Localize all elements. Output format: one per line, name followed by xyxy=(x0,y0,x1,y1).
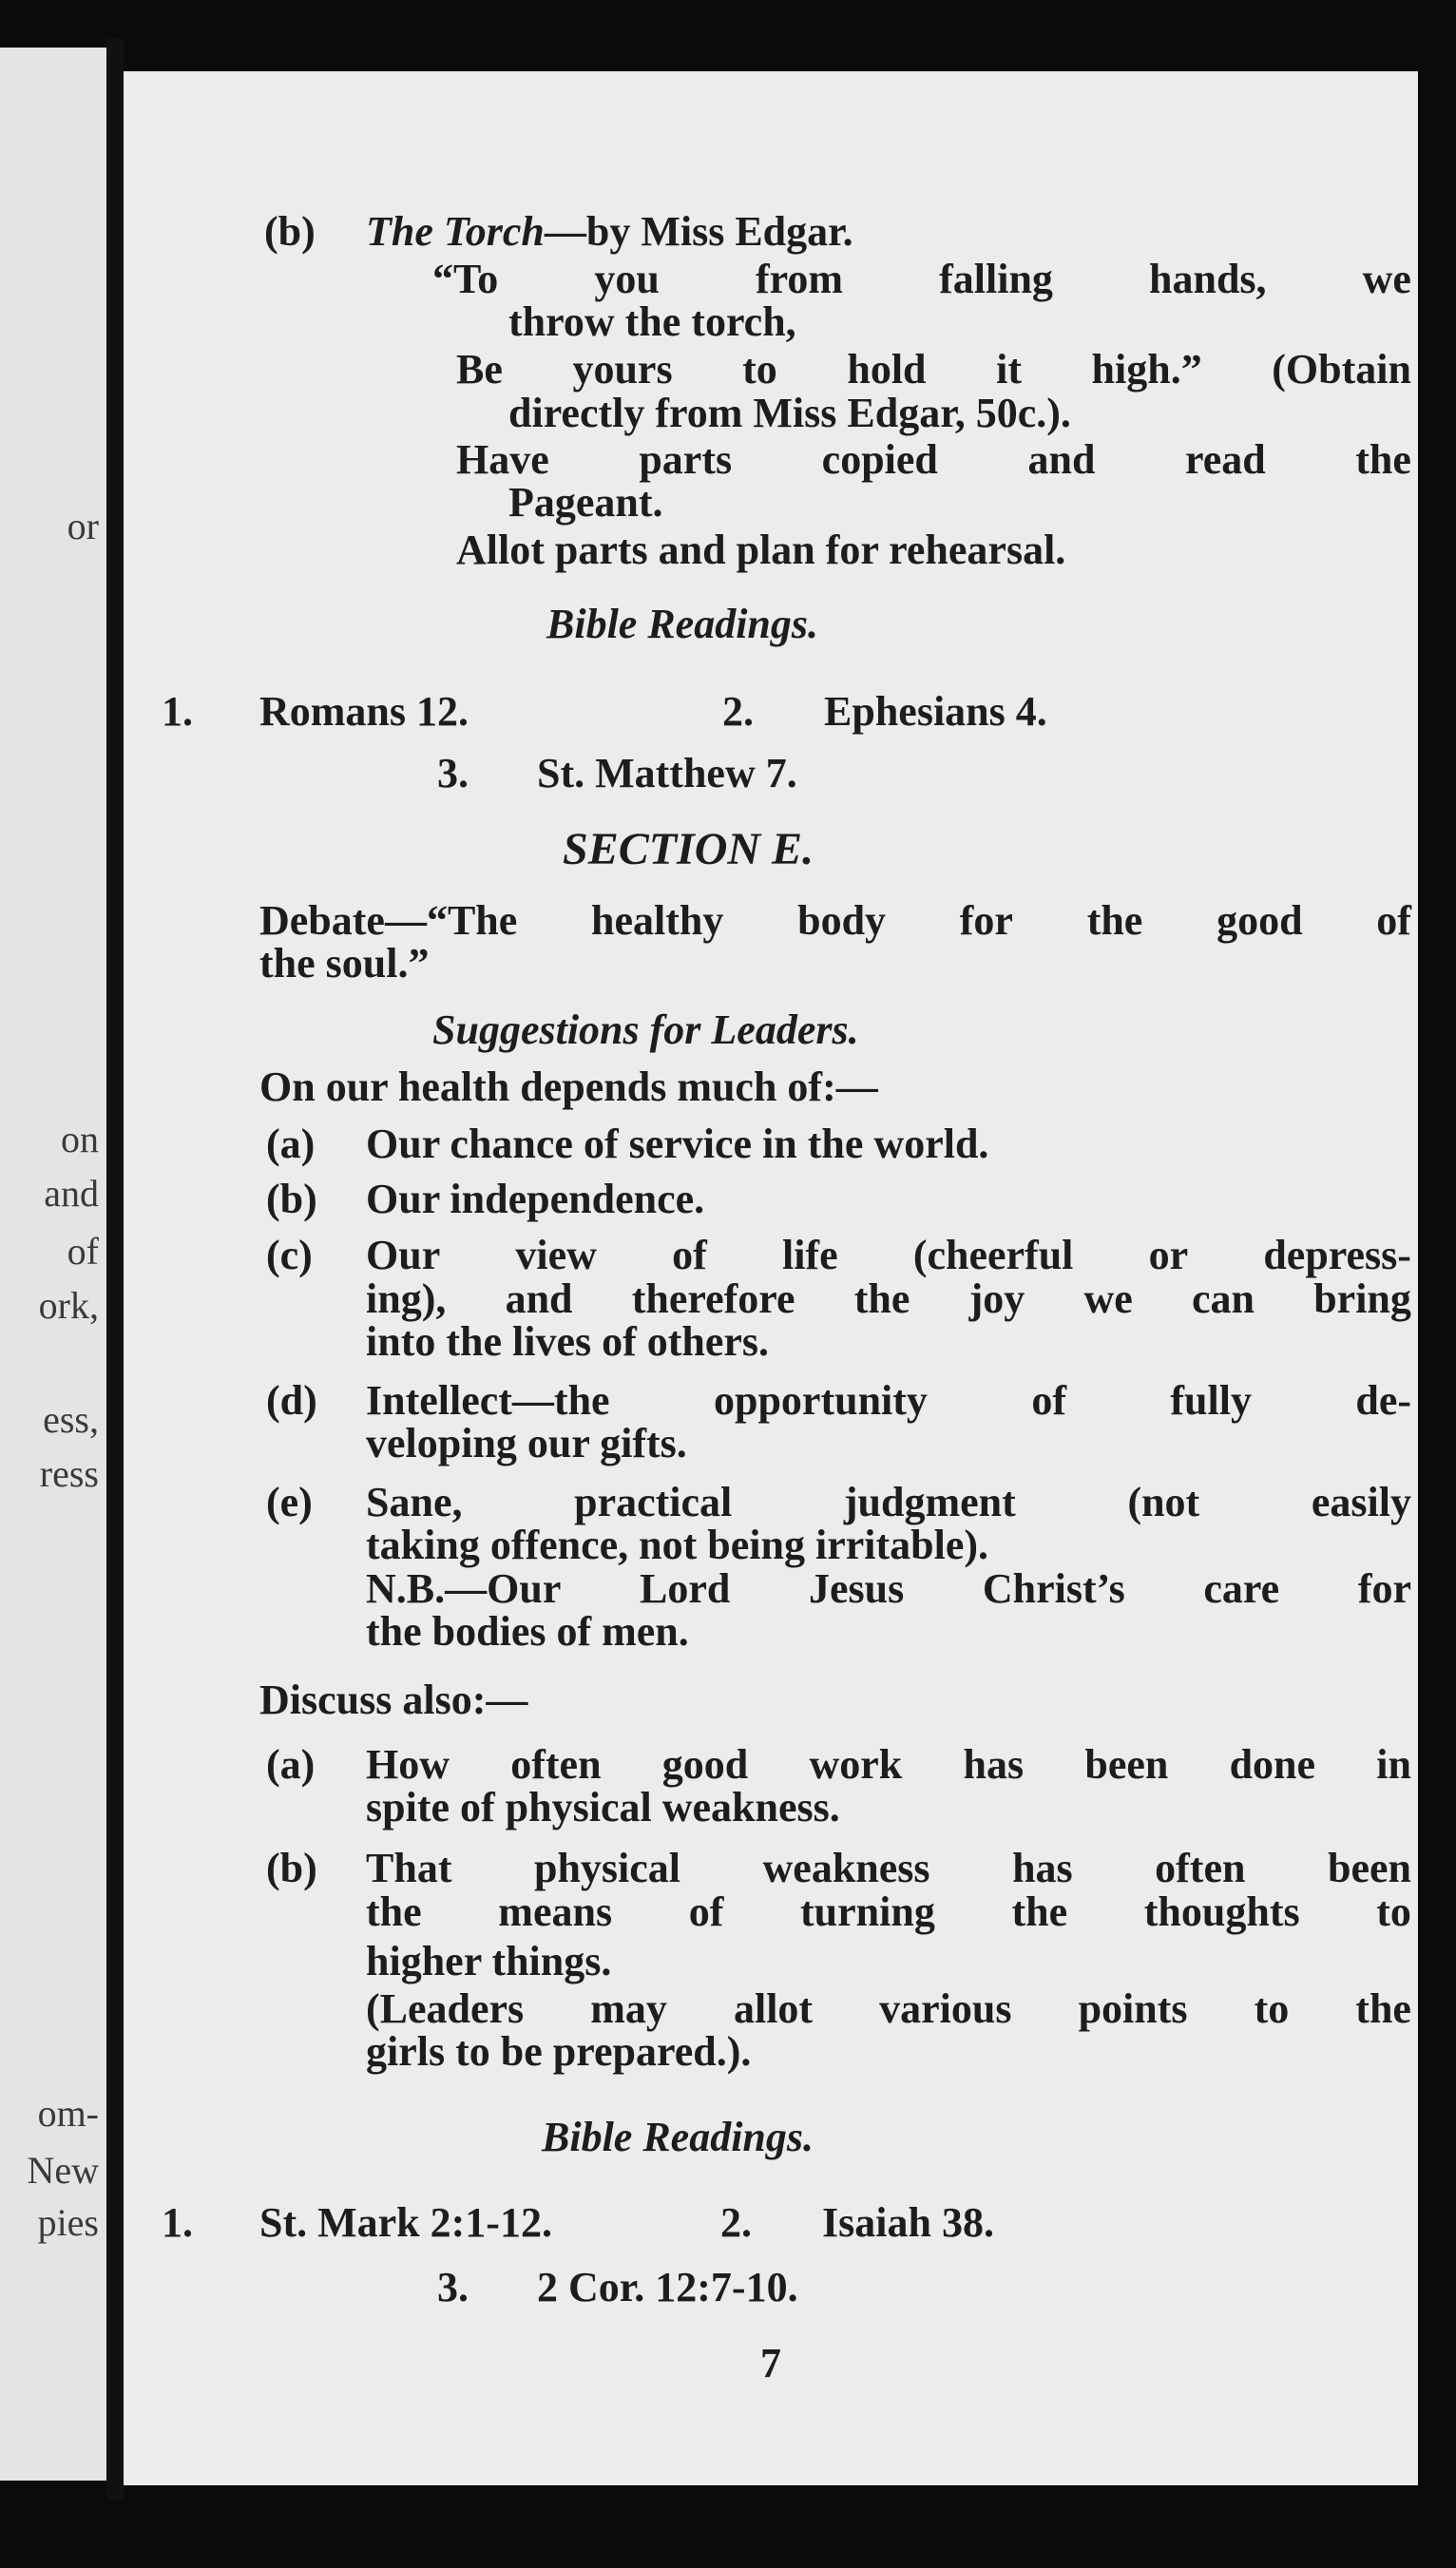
facing-page-fragment: of xyxy=(67,1230,99,1273)
word: Jesus xyxy=(808,1565,905,1612)
word: thoughts xyxy=(1143,1888,1300,1935)
page-number: 7 xyxy=(760,2340,781,2386)
item-line xyxy=(366,1986,1411,2032)
item-line: the bodies of men. xyxy=(366,1608,689,1655)
word: fully xyxy=(1170,1377,1252,1424)
word: often xyxy=(510,1741,602,1788)
reading-number: 2. xyxy=(720,2199,752,2246)
word: turning xyxy=(800,1888,935,1935)
intro-line: On our health depends much of:— xyxy=(259,1064,878,1110)
word: to xyxy=(1376,1888,1411,1935)
word: high.” xyxy=(1091,346,1202,393)
word: weakness xyxy=(762,1845,930,1891)
word: from xyxy=(755,256,844,302)
word: has xyxy=(963,1741,1025,1788)
instruction-line: Allot parts and plan for rehearsal. xyxy=(456,527,1066,573)
facing-page-fragment: New xyxy=(27,2149,99,2192)
facing-page-fragment: ork, xyxy=(38,1284,99,1327)
facing-page-fragment: pies xyxy=(37,2201,99,2244)
reading-ref: St. Matthew 7. xyxy=(537,750,797,796)
word: or xyxy=(1148,1232,1189,1278)
item-marker: (b) xyxy=(266,1176,317,1222)
word: for xyxy=(959,897,1013,944)
suggestions-heading: Suggestions for Leaders. xyxy=(432,1006,859,1053)
item-line: higher things. xyxy=(366,1938,612,1984)
item-line: Our independence. xyxy=(366,1176,705,1222)
word: (Obtain xyxy=(1272,346,1411,393)
word: to xyxy=(1254,1985,1290,2032)
word: of xyxy=(1376,897,1411,944)
word: allot xyxy=(733,1985,814,2032)
word: yours xyxy=(572,346,673,393)
word: of xyxy=(688,1888,724,1935)
item-marker: (b) xyxy=(266,1845,317,1891)
word: can xyxy=(1192,1275,1255,1322)
word: care xyxy=(1203,1565,1280,1612)
torch-author: —by Miss Edgar. xyxy=(544,208,853,255)
item-line: Our chance of service in the world. xyxy=(366,1121,989,1167)
word: of xyxy=(672,1232,707,1278)
word: (not xyxy=(1127,1479,1200,1525)
word: we xyxy=(1362,256,1411,302)
reading-ref: 2 Cor. 12:7-10. xyxy=(537,2264,798,2310)
section-heading: SECTION E. xyxy=(563,824,814,874)
word: we xyxy=(1083,1275,1133,1322)
item-line xyxy=(366,1742,1411,1788)
item-line: taking offence, not being irritable). xyxy=(366,1522,989,1568)
item-marker: (d) xyxy=(266,1377,317,1424)
word: “To xyxy=(432,256,499,302)
item-line xyxy=(366,1480,1411,1525)
word: physical xyxy=(533,1845,681,1891)
word: opportunity xyxy=(713,1377,928,1424)
word: Christ’s xyxy=(982,1565,1125,1612)
book-page xyxy=(124,71,1418,2485)
facing-page-edge xyxy=(0,48,106,2481)
bible-readings-heading: Bible Readings. xyxy=(542,2114,814,2160)
word: joy xyxy=(968,1275,1025,1322)
word: it xyxy=(996,346,1022,393)
item-marker: (c) xyxy=(266,1232,313,1278)
torch-quote-line xyxy=(456,347,1411,393)
item-line xyxy=(366,1233,1411,1278)
word: life xyxy=(781,1232,838,1278)
item-line xyxy=(366,1276,1411,1322)
torch-quote-line: directly from Miss Edgar, 50c.). xyxy=(508,390,1071,436)
item-line: into the lives of others. xyxy=(366,1318,770,1365)
word: the xyxy=(1086,897,1143,944)
item-line xyxy=(366,1566,1411,1612)
word: the xyxy=(1355,436,1411,483)
debate-line xyxy=(259,898,1411,944)
word: therefore xyxy=(631,1275,795,1322)
word: the xyxy=(1355,1985,1411,2032)
facing-page-fragment: on xyxy=(61,1118,99,1160)
reading-number: 1. xyxy=(162,688,193,735)
word: read xyxy=(1184,436,1266,483)
word: good xyxy=(1217,897,1303,944)
item-line: spite of physical weakness. xyxy=(366,1784,840,1830)
facing-page-fragment: or xyxy=(67,505,99,547)
word: How xyxy=(366,1741,450,1788)
torch-quote-line xyxy=(432,257,1411,302)
word: may xyxy=(590,1985,667,2032)
item-marker: (a) xyxy=(266,1741,316,1788)
reading-number: 2. xyxy=(722,688,754,735)
item-marker: (b) xyxy=(264,208,316,255)
word: work xyxy=(809,1741,903,1788)
word: That xyxy=(366,1845,452,1891)
reading-ref: Romans 12. xyxy=(259,688,469,735)
word: judgment xyxy=(843,1479,1016,1525)
reading-number: 3. xyxy=(437,750,469,796)
word: been xyxy=(1327,1845,1411,1891)
word: view xyxy=(515,1232,597,1278)
reading-number: 3. xyxy=(437,2264,469,2310)
word: Sane, xyxy=(366,1479,463,1525)
torch-quote-line: throw the torch, xyxy=(508,298,796,345)
reading-ref: Ephesians 4. xyxy=(824,688,1047,735)
word: Our xyxy=(366,1232,441,1278)
word: in xyxy=(1376,1741,1411,1788)
word: often xyxy=(1155,1845,1246,1891)
facing-page-fragment: ess, xyxy=(43,1398,99,1441)
word: to xyxy=(742,346,777,393)
word: depress- xyxy=(1263,1232,1411,1278)
word: (cheerful xyxy=(912,1232,1074,1278)
reading-ref: St. Mark 2:1-12. xyxy=(259,2199,552,2246)
word: points xyxy=(1078,1985,1188,2032)
word: good xyxy=(661,1741,749,1788)
item-line: veloping our gifts. xyxy=(366,1420,687,1466)
discuss-line: Discuss also:— xyxy=(259,1677,528,1723)
word: Lord xyxy=(639,1565,731,1612)
facing-page-fragment: ress xyxy=(39,1452,99,1495)
word: means xyxy=(498,1888,613,1935)
book-gutter xyxy=(106,38,124,2500)
instruction-line: Pageant. xyxy=(508,479,663,526)
reading-ref: Isaiah 38. xyxy=(822,2199,994,2246)
word: for xyxy=(1357,1565,1411,1612)
word: Have xyxy=(456,436,549,483)
item-line xyxy=(366,1378,1411,1424)
reading-number: 1. xyxy=(162,2199,193,2246)
word: the xyxy=(853,1275,910,1322)
word: healthy xyxy=(591,897,724,944)
word: the xyxy=(1011,1888,1068,1935)
word: parts xyxy=(639,436,733,483)
word: bring xyxy=(1313,1275,1411,1322)
facing-page-fragment: om- xyxy=(37,2092,99,2135)
word: Be xyxy=(456,346,503,393)
word: falling xyxy=(939,256,1053,302)
item-marker: (a) xyxy=(266,1121,316,1167)
word: of xyxy=(1031,1377,1066,1424)
word: hands, xyxy=(1149,256,1267,302)
word: ing), xyxy=(366,1275,447,1322)
bible-readings-heading: Bible Readings. xyxy=(546,601,819,647)
word: the xyxy=(366,1888,422,1935)
word: been xyxy=(1084,1741,1169,1788)
word: Debate—“The xyxy=(259,897,518,944)
debate-line: the soul.” xyxy=(259,940,430,987)
item-line: girls to be prepared.). xyxy=(366,2028,752,2075)
word: hold xyxy=(847,346,927,393)
instruction-line xyxy=(456,437,1411,483)
word: you xyxy=(594,256,660,302)
word: various xyxy=(879,1985,1012,2032)
word: practical xyxy=(574,1479,733,1525)
torch-title: The Torch xyxy=(366,208,545,255)
torch-heading xyxy=(366,209,853,255)
word: copied xyxy=(821,436,938,483)
word: and xyxy=(1027,436,1096,483)
item-line xyxy=(366,1846,1411,1891)
word: has xyxy=(1012,1845,1073,1891)
word: body xyxy=(797,897,887,944)
facing-page-fragment: and xyxy=(44,1172,99,1215)
word: N.B.—Our xyxy=(366,1565,562,1612)
word: done xyxy=(1229,1741,1316,1788)
item-line xyxy=(366,1889,1411,1935)
word: easily xyxy=(1311,1479,1411,1525)
word: (Leaders xyxy=(366,1985,525,2032)
word: and xyxy=(505,1275,573,1322)
word: de- xyxy=(1355,1377,1411,1424)
word: Intellect—the xyxy=(366,1377,610,1424)
item-marker: (e) xyxy=(266,1479,313,1525)
